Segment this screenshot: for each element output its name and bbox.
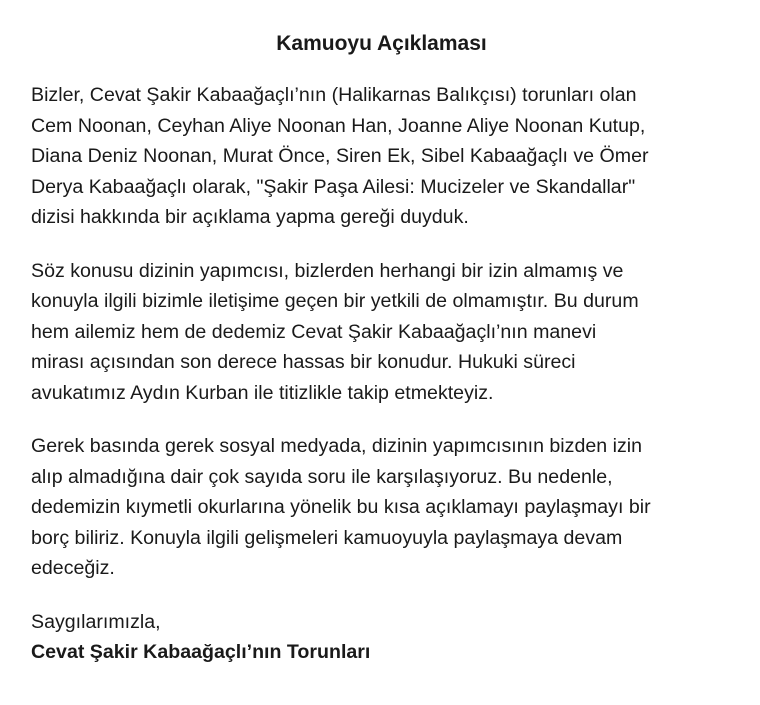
- signature: Cevat Şakir Kabaağaçlı’nın Torunları: [31, 641, 371, 663]
- paragraph-line: Söz konusu dizinin yapımcısı, bizlerden herhangi bir izin almamış ve: [31, 259, 624, 282]
- paragraph-line: dedemizin kıymetli okurlarına yönelik bu kısa açıklamayı paylaşmayı bir: [31, 496, 651, 518]
- paragraph-line: Diana Deniz Noonan, Murat Önce, Siren Ek, Sibel Kabaağaçlı ve Ömer: [31, 145, 649, 167]
- paragraph-line: edeceğiz.: [31, 557, 115, 579]
- paragraph-line: Cem Noonan, Ceyhan Aliye Noonan Han, Joanne Aliye Noonan Kutup,: [31, 114, 646, 137]
- paragraph-line: Derya Kabaağaçlı olarak, "Şakir Paşa Ailesi: Mucizeler ve Skandallar": [31, 175, 636, 198]
- paragraph-line: avukatımız Aydın Kurban ile titizlikle takip etmekteyiz.: [31, 381, 494, 404]
- paragraph-line: Gerek basında gerek sosyal medyada, dizinin yapımcısının bizden izin: [31, 435, 642, 457]
- paragraph-line: mirası açısından son derece hassas bir konudur. Hukuki süreci: [31, 351, 576, 373]
- paragraph-line: dizisi hakkında bir açıklama yapma gereği duyduk.: [31, 206, 469, 228]
- closing-block: [31, 607, 732, 668]
- document-title: Kamuoyu Açıklaması: [276, 32, 487, 55]
- paragraph-line: borç biliriz. Konuyla ilgili gelişmeleri kamuoyuyla paylaşmaya devam: [31, 526, 623, 549]
- closing-salutation: Saygılarımızla,: [31, 610, 161, 633]
- paragraph-line: Bizler, Cevat Şakir Kabaağaçlı’nın (Halikarnas Balıkçısı) torunları olan: [31, 84, 637, 106]
- paragraph-line: konuyla ilgili bizimle iletişime geçen bir yetkili de olmamıştır. Bu durum: [31, 290, 639, 312]
- paragraph-line: hem ailemiz hem de dedemiz Cevat Şakir Kabaağaçlı’nın manevi: [31, 320, 597, 343]
- paragraph-line: alıp almadığına dair çok sayıda soru ile karşılaşıyoruz. Bu nedenle,: [31, 465, 613, 488]
- paragraph-3: [31, 431, 732, 584]
- paragraph-2: [31, 256, 732, 409]
- paragraph-1: [31, 80, 732, 233]
